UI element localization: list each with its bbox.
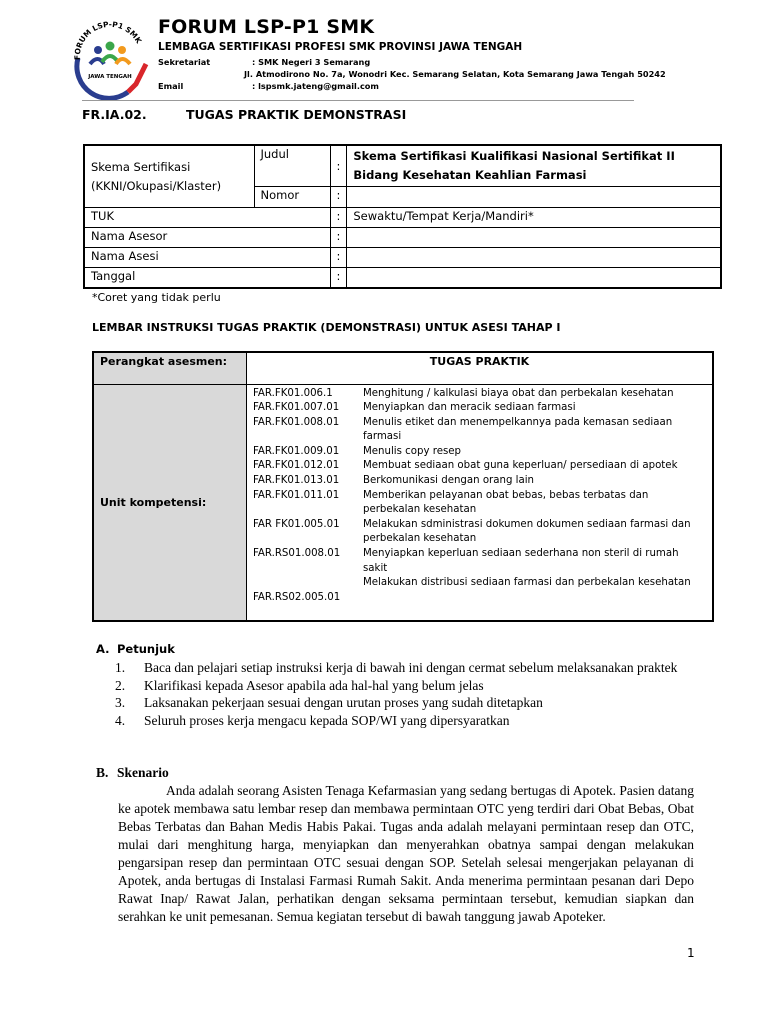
nomor-value[interactable]	[347, 187, 721, 208]
list-item: 3. Laksanakan pekerjaan sesuai dengan urutan proses yang sudah ditetapkan	[115, 695, 543, 711]
unit-code: FAR FK01.005.01	[253, 518, 340, 530]
org-title: FORUM LSP-P1 SMK	[158, 16, 375, 38]
page-number: 1	[687, 946, 695, 960]
petunjuk-letter: A.	[96, 642, 110, 656]
unit-row	[253, 591, 706, 606]
unit-desc: Menulis copy resep	[363, 445, 462, 457]
asesi-label: Nama Asesi	[84, 248, 330, 268]
email-row	[158, 81, 379, 91]
svg-text:FORUM LSP-P1 SMK	[73, 20, 144, 60]
header-divider	[82, 100, 634, 101]
unit-code	[253, 576, 363, 591]
unit-desc: Memberikan pelayanan obat bebas, bebas terbatas dan perbekalan kesehatan	[363, 489, 649, 516]
unit-list	[247, 384, 714, 621]
unit-desc: Menghitung / kalkulasi biaya obat dan perbekalan kesehatan	[363, 387, 674, 399]
unit-code: FAR.FK01.007.01	[253, 402, 340, 414]
unit-row	[253, 416, 706, 445]
colon: :	[330, 208, 347, 228]
nomor-label: Nomor	[254, 187, 330, 208]
sekretariat-row	[158, 57, 370, 67]
coret-note: *Coret yang tidak perlu	[92, 291, 221, 304]
org-subtitle: LEMBAGA SERTIFIKASI PROFESI SMK PROVINSI JAWA TENGAH	[158, 41, 523, 53]
doc-title: TUGAS PRAKTIK DEMONSTRASI	[186, 107, 407, 122]
skenario-title: Skenario	[117, 765, 169, 780]
unit-desc: Melakukan distribusi sediaan farmasi dan perbekalan kesehatan	[363, 577, 691, 589]
sekretariat-label: Sekretariat	[158, 57, 211, 67]
unit-row	[253, 387, 706, 402]
list-item: 2. Klarifikasi kepada Asesor apabila ada hal-hal yang belum jelas	[115, 677, 484, 693]
unit-desc: Menyiapkan keperluan sediaan sederhana non steril di rumah sakit	[363, 548, 679, 574]
colon: :	[330, 268, 347, 288]
unit-row	[253, 445, 706, 460]
tugas-label: TUGAS PRAKTIK	[247, 352, 714, 384]
email-value: : lspsmk.jateng@gmail.com	[252, 81, 379, 91]
unit-code: FAR.RS01.008.01	[253, 548, 341, 560]
list-item: 1. Baca dan pelajari setiap instruksi kerja di bawah ini dengan cermat sebelum melaksanakan praktek	[115, 660, 678, 675]
unit-desc: Menyiapkan dan meracik sediaan farmasi	[363, 402, 576, 414]
petunjuk-heading	[96, 642, 175, 656]
colon: :	[330, 187, 347, 208]
perangkat-label: Perangkat asesmen:	[93, 352, 247, 384]
unit-desc: Menulis etiket dan menempelkannya pada kemasan sediaan farmasi	[363, 416, 673, 443]
unit-code: FAR.FK01.009.01	[253, 445, 340, 457]
skenario-text: Anda adalah seorang Asisten Tenaga Kefarmasian yang sedang bertugas di Apotek. Pasien datang ke apotek membawa satu lembar resep dan membawa permintaan OTC yeng terdiri dari Obat Bebas, Obat Bebas Terbatas dan Bahan Medis Habis Pakai. Tugas anda adalah melayani permintaan resep dan OTC, mulai dari menghitung harga, menyiapkan dan menyerahkan obatnya sampai dengan melakukan pengarsipan resep dan permintaan OTC sesuai dengan SOP. Setelah selesai mengerjakan pelayanan di Apotek, anda bertugas di Instalasi Farmasi Rumah Sakit. Anda menerima permintaan pesanan dari Depo Rawat Inap/ Rawat Jalan, perhatikan dengan seksama permintaan tersebut, kemudian siapkan dan serahkan ke unit pemesanan. Semua kegiatan tersebut di bawah tanggung jawab Apoteker.	[118, 783, 694, 924]
colon: :	[330, 145, 347, 187]
unit-label: Unit kompetensi:	[93, 384, 247, 621]
assessment-table	[92, 351, 714, 622]
unit-code: FAR.FK01.006.1	[253, 387, 333, 399]
judul-label: Judul	[254, 145, 330, 187]
skenario-heading	[96, 765, 169, 781]
lsp-logo	[70, 14, 150, 100]
unit-code: FAR.FK01.008.01	[253, 416, 340, 428]
judul-value: Skema Sertifikasi Kualifikasi Nasional Sertifikat II Bidang Kesehatan Keahlian Farmasi	[347, 145, 721, 187]
petunjuk-list	[115, 659, 695, 729]
unit-code: FAR.FK01.013.01	[253, 475, 340, 487]
tanggal-value[interactable]	[347, 268, 721, 288]
skenario-letter: B.	[96, 765, 109, 780]
tuk-label: TUK	[84, 208, 330, 228]
address: Jl. Atmodirono No. 7a, Wonodri Kec. Semarang Selatan, Kota Semarang Jawa Tengah 50242	[244, 69, 666, 79]
identity-table	[83, 144, 722, 289]
asesi-value[interactable]	[347, 248, 721, 268]
unit-row	[253, 576, 706, 591]
unit-code: FAR.FK01.011.01	[253, 489, 340, 501]
doc-code: FR.IA.02.	[82, 107, 147, 122]
unit-desc: Berkomunikasi dengan orang lain	[363, 475, 535, 487]
tuk-value[interactable]: Sewaktu/Tempat Kerja/Mandiri*	[347, 208, 721, 228]
colon: :	[330, 248, 347, 268]
lembar-title: LEMBAR INSTRUKSI TUGAS PRAKTIK (DEMONSTRASI) UNTUK ASESI TAHAP I	[92, 321, 561, 334]
asesor-value[interactable]	[347, 228, 721, 248]
logo-arc-text: FORUM LSP-P1 SMK	[72, 19, 144, 61]
sekretariat-value: : SMK Negeri 3 Semarang	[252, 57, 371, 67]
unit-row	[253, 489, 706, 518]
unit-row	[253, 401, 706, 416]
unit-code: FAR.RS02.005.01	[253, 591, 341, 603]
list-item: 4. Seluruh proses kerja mengacu kepada SOP/WI yang dipersyaratkan	[115, 712, 510, 728]
unit-desc	[363, 591, 706, 606]
unit-desc: Membuat sediaan obat guna keperluan/ persediaan di apotek	[363, 460, 678, 472]
unit-code: FAR.FK01.012.01	[253, 460, 340, 472]
petunjuk-title: Petunjuk	[117, 642, 175, 656]
colon: :	[330, 228, 347, 248]
skema-label: Skema Sertifikasi (KKNI/Okupasi/Klaster)	[84, 145, 254, 208]
unit-row	[253, 518, 706, 547]
logo-bottom-text: JAWA TENGAH	[88, 74, 132, 80]
unit-desc: Melakukan sdministrasi dokumen dokumen sediaan farmasi dan perbekalan kesehatan	[363, 518, 691, 545]
email-label: Email	[158, 81, 184, 91]
asesor-label: Nama Asesor	[84, 228, 330, 248]
unit-row	[253, 459, 706, 474]
tanggal-label: Tanggal	[84, 268, 330, 288]
unit-row	[253, 474, 706, 489]
unit-row	[253, 547, 706, 576]
